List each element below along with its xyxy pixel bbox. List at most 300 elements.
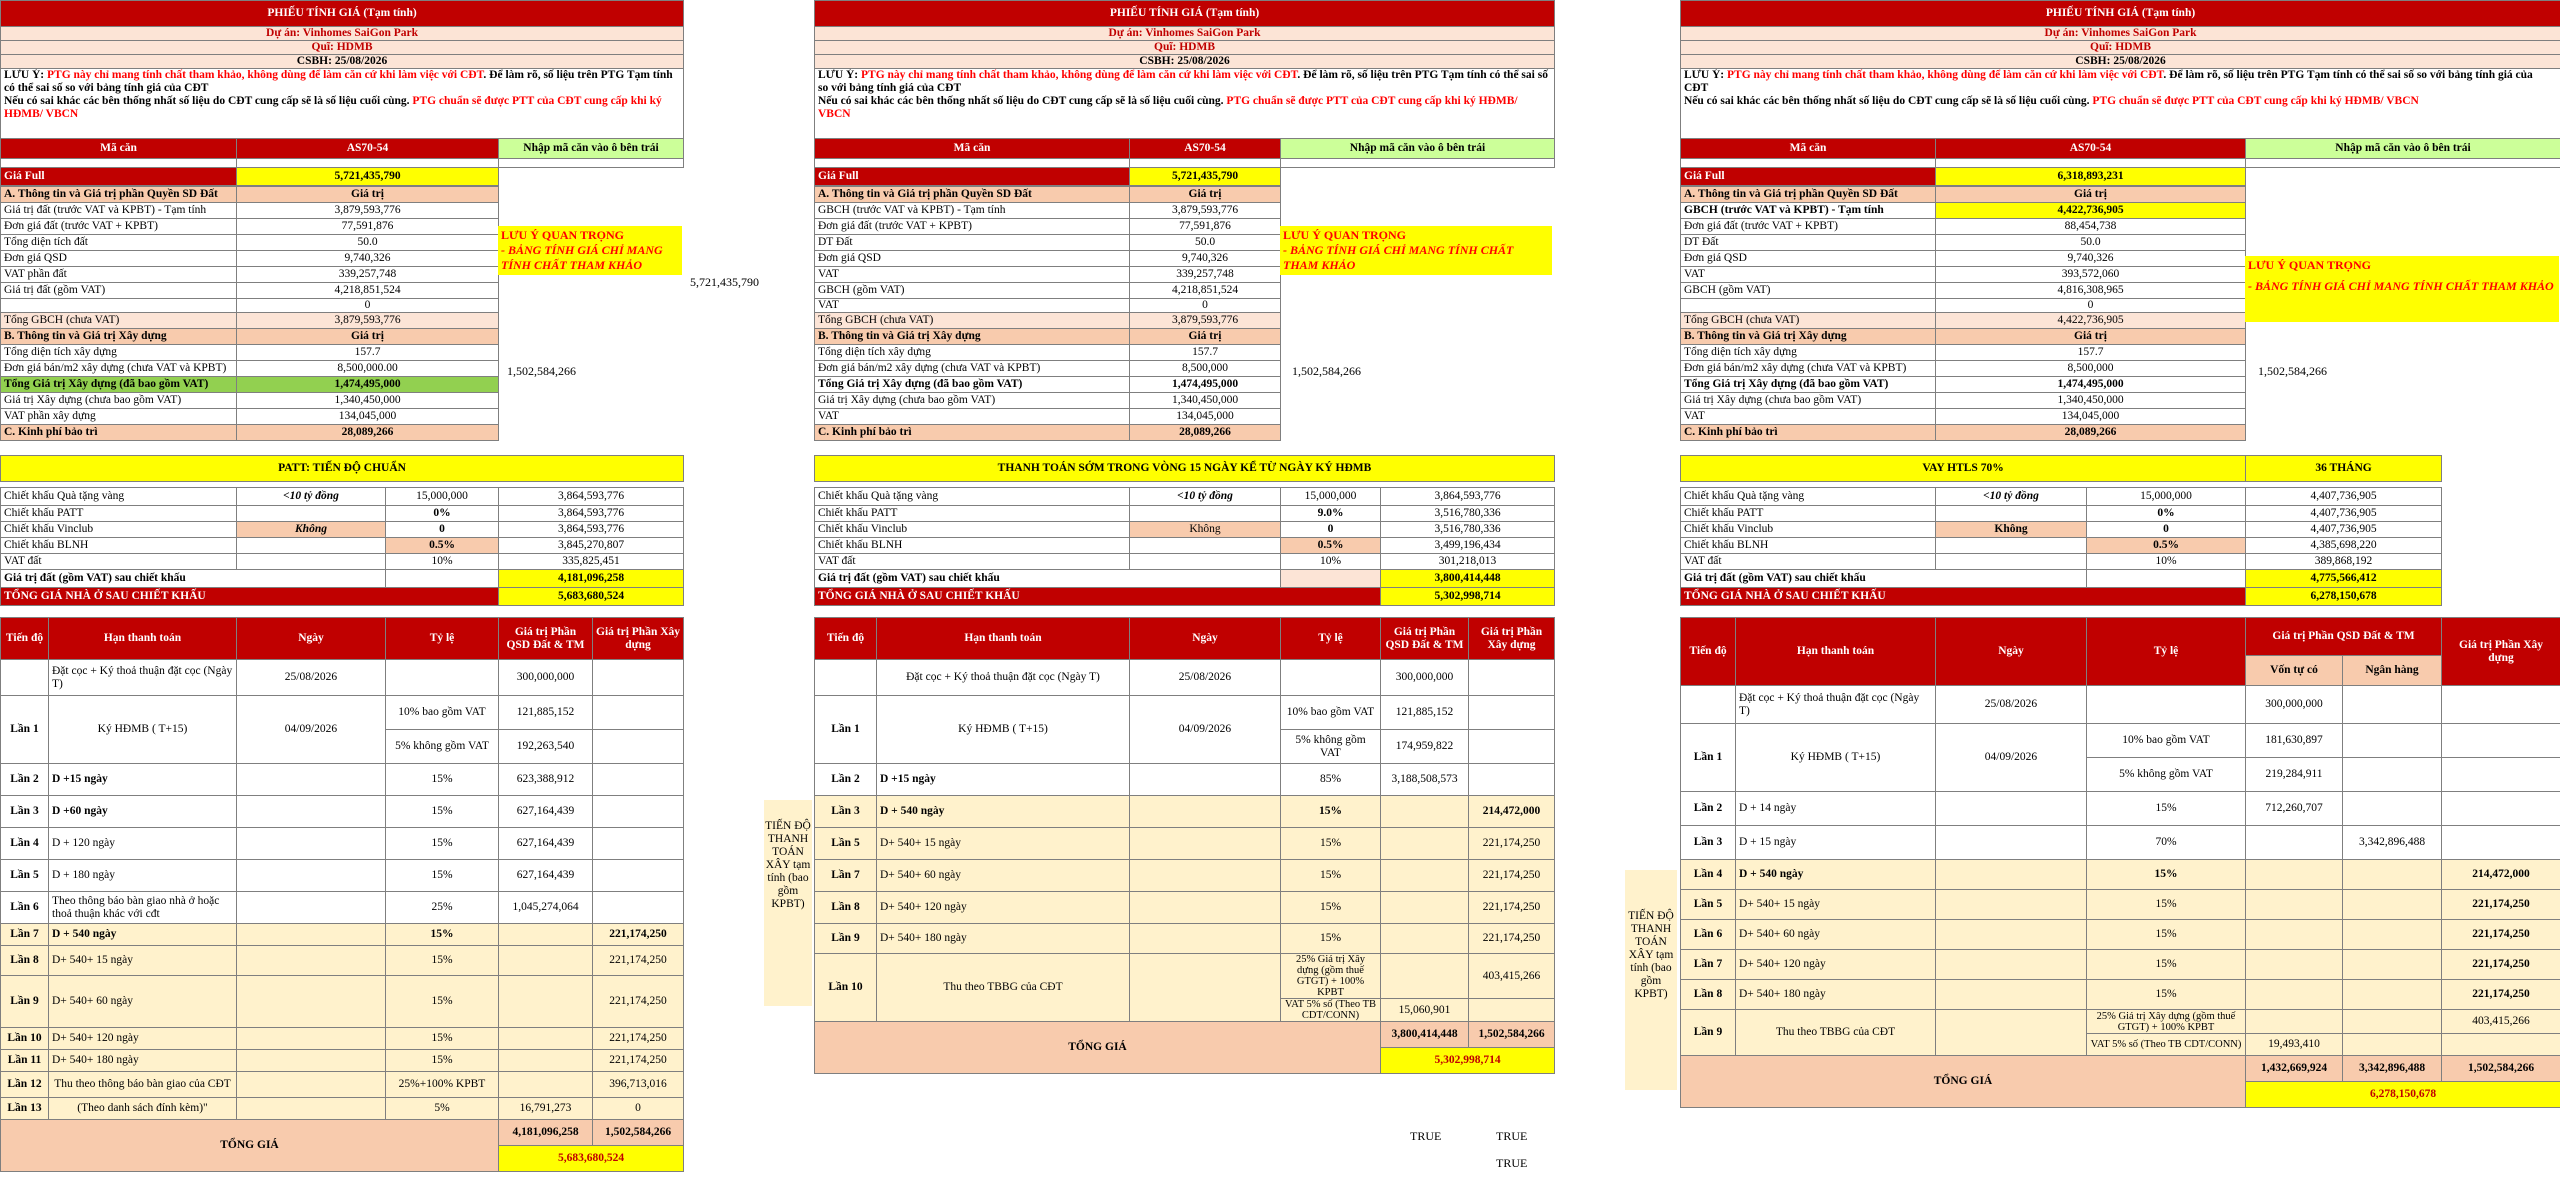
- table-row: [1, 1072, 684, 1098]
- cell: 15%: [386, 1050, 499, 1072]
- unit-code-input[interactable]: AS70-54: [1130, 139, 1281, 159]
- col-head: Giá trị Phần Xây dựng: [1469, 618, 1555, 660]
- row-value: 134,045,000: [1130, 409, 1281, 425]
- cell: 25%: [386, 892, 499, 924]
- cell: Lần 7: [815, 860, 877, 892]
- cell: 221,174,250: [1469, 828, 1555, 860]
- total-after-label: TỔNG GIÁ NHÀ Ở SAU CHIẾT KHẤU: [1681, 587, 2246, 605]
- row-label: Giá trị đất (gồm VAT): [1, 283, 237, 299]
- fund-name: Quĩ: HDMB: [815, 41, 1555, 55]
- row-value: 77,591,876: [237, 219, 499, 235]
- table-row: [815, 924, 1555, 954]
- section-b-title: B. Thông tin và Giá trị Xây dựng: [815, 329, 1130, 345]
- discount-rate: 15,000,000: [386, 487, 499, 505]
- cell: 627,164,439: [499, 860, 593, 892]
- cell: [2343, 1034, 2442, 1056]
- row-label: [1681, 299, 1936, 313]
- unit-code-label: Mã căn: [1681, 139, 1936, 159]
- row-value: 1,474,495,000: [237, 377, 499, 393]
- cell: VAT 5% số (Theo TB CDT/CONN): [1281, 999, 1381, 1022]
- cell: [237, 860, 386, 892]
- discount-result: 301,218,013: [1381, 553, 1555, 569]
- cell: Lần 13: [1, 1098, 49, 1120]
- table-row: [815, 764, 1555, 796]
- row-label: Giá trị Xây dựng (chưa bao gồm VAT): [1, 393, 237, 409]
- discount-rate: 15,000,000: [1281, 487, 1381, 505]
- cell: [2442, 758, 2560, 792]
- discount-cond[interactable]: Không: [1936, 521, 2087, 537]
- discount-label: Chiết khấu PATT: [1681, 505, 1936, 521]
- cell: Thu theo thông báo bàn giao của CĐT: [49, 1072, 237, 1098]
- total-build: 1,502,584,266: [1469, 1022, 1555, 1048]
- discount-rate: 0: [2087, 521, 2246, 537]
- cell: [1469, 764, 1555, 796]
- cell: Lần 5: [1, 860, 49, 892]
- row-label: Tổng diện tích xây dựng: [1, 345, 237, 361]
- cell: 214,472,000: [2442, 860, 2560, 890]
- maintenance-label: C. Kinh phí bảo trì: [815, 425, 1130, 441]
- cell: 221,174,250: [2442, 890, 2560, 920]
- row-value: 157.7: [237, 345, 499, 361]
- discount-result: 335,825,451: [499, 553, 684, 569]
- cell: [1130, 954, 1281, 1022]
- discount-result: 4,407,736,905: [2246, 487, 2442, 505]
- discount-label: VAT đất: [1, 553, 237, 569]
- cell: [1936, 826, 2087, 860]
- table-row: [1, 1050, 684, 1072]
- cell: 15%: [2087, 860, 2246, 890]
- section-a-title: A. Thông tin và Giá trị phần Quyền SD Đất: [1, 187, 237, 203]
- row-value: 1,474,495,000: [1936, 377, 2246, 393]
- row-label: Giá trị Xây dựng (chưa bao gồm VAT): [1681, 393, 1936, 409]
- total-after-value: 6,278,150,678: [2246, 587, 2442, 605]
- table-row: [815, 660, 1555, 696]
- cell: Ký HĐMB ( T+15): [877, 696, 1130, 764]
- cell: [2246, 1010, 2343, 1034]
- cell: 221,174,250: [1469, 860, 1555, 892]
- cell: [2343, 920, 2442, 950]
- col-head: Ngày: [237, 618, 386, 660]
- section-b-title: B. Thông tin và Giá trị Xây dựng: [1681, 329, 1936, 345]
- discount-rate[interactable]: 0.5%: [2087, 537, 2246, 553]
- row-label: Tổng Giá trị Xây dựng (đã bao gồm VAT): [815, 377, 1130, 393]
- total-build: 1,502,584,266: [593, 1120, 684, 1146]
- cell: D+ 540+ 60 ngày: [1736, 920, 1936, 950]
- full-price-label: Giá Full: [1681, 168, 1936, 186]
- cell: [499, 946, 593, 976]
- table-row: [1, 892, 684, 924]
- cell: [499, 1028, 593, 1050]
- policy-date: CSBH: 25/08/2026: [815, 55, 1555, 69]
- col-head: Giá trị Phần QSD Đất & TM: [499, 618, 593, 660]
- table-row: [1681, 792, 2560, 826]
- cell: 15,060,901: [1381, 999, 1469, 1022]
- maintenance-value: 28,089,266: [1130, 425, 1281, 441]
- maintenance-value: 28,089,266: [1936, 425, 2246, 441]
- cell: 221,174,250: [2442, 980, 2560, 1010]
- cell: D+ 540+ 120 ngày: [1736, 950, 1936, 980]
- cell: Lần 6: [1681, 920, 1736, 950]
- table-row: [815, 892, 1555, 924]
- row-value: 157.7: [1130, 345, 1281, 361]
- cell: Lần 3: [815, 796, 877, 828]
- fund-name: Quĩ: HDMB: [1, 41, 684, 55]
- col-head: Tỷ lệ: [386, 618, 499, 660]
- discount-rate[interactable]: 0.5%: [1281, 537, 1381, 553]
- cell: Lần 3: [1, 796, 49, 828]
- cell: 627,164,439: [499, 828, 593, 860]
- row-value: 4,422,736,905: [1936, 313, 2246, 329]
- discount-label: Chiết khấu PATT: [1, 505, 237, 521]
- cell: [1469, 730, 1555, 764]
- cell: 221,174,250: [593, 924, 684, 946]
- cell: [499, 976, 593, 1028]
- table-row: [815, 796, 1555, 828]
- cell: 85%: [1281, 764, 1381, 796]
- section-a-col: Giá trị: [1130, 187, 1281, 203]
- discount-result: 4,407,736,905: [2246, 505, 2442, 521]
- cell: [1, 660, 49, 696]
- row-value: 9,740,326: [1130, 251, 1281, 267]
- land-after-label: Giá trị đất (gồm VAT) sau chiết khấu: [1, 569, 386, 587]
- cell: D + 540 ngày: [1736, 860, 1936, 890]
- col-head: Hạn thanh toán: [1736, 618, 1936, 686]
- cell: Ký HĐMB ( T+15): [1736, 724, 1936, 792]
- row-value: 8,500,000: [1936, 361, 2246, 377]
- cell: D + 540 ngày: [877, 796, 1130, 828]
- cell: [593, 860, 684, 892]
- cell: 15%: [1281, 860, 1381, 892]
- cell: Lần 1: [1681, 724, 1736, 792]
- cell: [2442, 1034, 2560, 1056]
- cell: 221,174,250: [2442, 920, 2560, 950]
- row-label: VAT phần xây dựng: [1, 409, 237, 425]
- row-value: 1,340,450,000: [237, 393, 499, 409]
- discount-label: Chiết khấu PATT: [815, 505, 1130, 521]
- total-after-value: 5,302,998,714: [1381, 587, 1555, 605]
- input-hint: Nhập mã căn vào ô bên trái: [499, 139, 684, 159]
- row-value: 3,879,593,776: [1130, 203, 1281, 219]
- section-a-col: Giá trị: [1936, 187, 2246, 203]
- cell: [593, 796, 684, 828]
- section-b-col: Giá trị: [1130, 329, 1281, 345]
- col-head: Giá trị Phần Xây dựng: [593, 618, 684, 660]
- cell: Lần 9: [815, 924, 877, 954]
- cell: [386, 660, 499, 696]
- discount-result: 3,499,196,434: [1381, 537, 1555, 553]
- discount-cond: [1936, 553, 2087, 569]
- discount-result: 3,845,270,807: [499, 537, 684, 553]
- cell: Đặt cọc + Ký thoả thuận đặt cọc (Ngày T): [1736, 686, 1936, 724]
- unit-code-input[interactable]: AS70-54: [1936, 139, 2246, 159]
- cell: [237, 1028, 386, 1050]
- discount-result: 389,868,192: [2246, 553, 2442, 569]
- cell: D+ 540+ 60 ngày: [877, 860, 1130, 892]
- cell: [593, 828, 684, 860]
- cell: [1936, 890, 2087, 920]
- cell: 221,174,250: [1469, 892, 1555, 924]
- row-label: Đơn giá bán/m2 xây dựng (chưa VAT và KPBT): [815, 361, 1130, 377]
- cell: [2246, 920, 2343, 950]
- row-value: 134,045,000: [237, 409, 499, 425]
- cell: Lần 4: [1681, 860, 1736, 890]
- cell: 15%: [386, 1028, 499, 1050]
- col-head-self-funded: Vốn tự có: [2246, 656, 2343, 686]
- cell: VAT 5% số (Theo TB CDT/CONN): [2087, 1034, 2246, 1056]
- cell: 10% bao gồm VAT: [386, 696, 499, 730]
- row-value: 9,740,326: [1936, 251, 2246, 267]
- total-after-label: TỔNG GIÁ NHÀ Ở SAU CHIẾT KHẤU: [1, 587, 499, 605]
- discount-rate: 0%: [2087, 505, 2246, 521]
- land-after-value: 4,775,566,412: [2246, 569, 2442, 587]
- cell: [815, 660, 877, 696]
- payment-method: PATT: TIẾN ĐỘ CHUẨN: [1, 455, 684, 481]
- cell: Lần 8: [815, 892, 877, 924]
- row-label: GBCH (trước VAT và KPBT) - Tạm tính: [815, 203, 1130, 219]
- discount-result: 4,385,698,220: [2246, 537, 2442, 553]
- col-head: Ngày: [1130, 618, 1281, 660]
- cell: [1130, 892, 1281, 924]
- discount-result: 3,864,593,776: [499, 521, 684, 537]
- total-label: TỔNG GIÁ: [815, 1022, 1381, 1074]
- row-label: DT Đất: [1681, 235, 1936, 251]
- row-value: 3,879,593,776: [237, 313, 499, 329]
- cell: [1381, 860, 1469, 892]
- table-row: [1681, 1010, 2560, 1034]
- cell: 10% bao gồm VAT: [2087, 724, 2246, 758]
- row-label: DT Đất: [815, 235, 1130, 251]
- row-value: 3,879,593,776: [237, 203, 499, 219]
- cell: [1130, 860, 1281, 892]
- discount-table: [814, 455, 1555, 618]
- cell: [237, 828, 386, 860]
- cell: 16,791,273: [499, 1098, 593, 1120]
- discount-label: Chiết khấu Quà tặng vàng: [1, 487, 237, 505]
- cell: [1130, 828, 1281, 860]
- cell: 221,174,250: [2442, 950, 2560, 980]
- cell: D+ 540+ 15 ngày: [877, 828, 1130, 860]
- row-value: 50.0: [237, 235, 499, 251]
- fund-name: Quĩ: HDMB: [1681, 41, 2560, 55]
- row-value: 339,257,748: [1130, 267, 1281, 283]
- cell: Theo thông báo bàn giao nhà ở hoặc thoả thuận khác với cđt: [49, 892, 237, 924]
- col-head: Tiến độ: [815, 618, 877, 660]
- full-price-label: Giá Full: [815, 168, 1130, 186]
- loan-term: 36 THÁNG: [2246, 455, 2442, 481]
- table-row: [1681, 826, 2560, 860]
- cell: 221,174,250: [593, 946, 684, 976]
- row-label: VAT: [1681, 409, 1936, 425]
- cell: 219,284,911: [2246, 758, 2343, 792]
- table-row: [1, 946, 684, 976]
- discount-rate: 0: [1281, 521, 1381, 537]
- cell: 10% bao gồm VAT: [1281, 696, 1381, 730]
- cell: 15%: [2087, 980, 2246, 1010]
- cell: [1130, 924, 1281, 954]
- total-bank: 3,342,896,488: [2343, 1056, 2442, 1082]
- row-label: Tổng GBCH (chưa VAT): [1, 313, 237, 329]
- discount-label: VAT đất: [1681, 553, 1936, 569]
- cell: [2343, 950, 2442, 980]
- unit-code-label: Mã căn: [815, 139, 1130, 159]
- discount-cond: [237, 553, 386, 569]
- cell: [1130, 796, 1281, 828]
- panel-2-header: [814, 0, 1555, 186]
- cell: 214,472,000: [1469, 796, 1555, 828]
- cell: [2343, 860, 2442, 890]
- table-row: [1, 924, 684, 946]
- cell: Lần 10: [1, 1028, 49, 1050]
- discount-label: Chiết khấu Quà tặng vàng: [815, 487, 1130, 505]
- important-warning: LƯU Ý QUAN TRỌNG - BẢNG TÍNH GIÁ CHỈ MANG TÍNH CHẤT THAM KHẢO: [498, 226, 682, 275]
- cell: 627,164,439: [499, 796, 593, 828]
- cell: 121,885,152: [1381, 696, 1469, 730]
- table-row: [1, 1028, 684, 1050]
- cell: [1381, 892, 1469, 924]
- cell: Lần 7: [1681, 950, 1736, 980]
- discount-rate: 0: [386, 521, 499, 537]
- full-price-value: 5,721,435,790: [237, 168, 499, 186]
- payment-method: VAY HTLS 70%: [1681, 455, 2246, 481]
- row-label: Giá trị đất (trước VAT và KPBT) - Tạm tính: [1, 203, 237, 219]
- discount-result: 3,864,593,776: [499, 487, 684, 505]
- col-head: Giá trị Phần Xây dựng: [2442, 618, 2560, 686]
- cell: [1936, 980, 2087, 1010]
- cell: 396,713,016: [593, 1072, 684, 1098]
- cell: D +60 ngày: [49, 796, 237, 828]
- cell: [499, 1072, 593, 1098]
- cell: 15%: [386, 860, 499, 892]
- row-label: VAT: [1681, 267, 1936, 283]
- cell: Lần 4: [1, 828, 49, 860]
- table-row: [1681, 890, 2560, 920]
- row-value: 3,879,593,776: [1130, 313, 1281, 329]
- row-value: 134,045,000: [1936, 409, 2246, 425]
- grand-total: 6,278,150,678: [2246, 1082, 2560, 1108]
- cell: D+ 540+ 120 ngày: [49, 1028, 237, 1050]
- row-label: Đơn giá đất (trước VAT + KPBT): [1681, 219, 1936, 235]
- important-warning: LƯU Ý QUAN TRỌNG - BẢNG TÍNH GIÁ CHỈ MANG TÍNH CHẤT THAM KHẢO: [2245, 256, 2559, 322]
- cell: [1381, 828, 1469, 860]
- discount-cond[interactable]: Không: [237, 521, 386, 537]
- table-row: [1681, 980, 2560, 1010]
- table-row: [1681, 950, 2560, 980]
- cell: 15%: [386, 924, 499, 946]
- cell: 15%: [2087, 792, 2246, 826]
- row-value: 4,422,736,905: [1936, 203, 2246, 219]
- cell: D +15 ngày: [877, 764, 1130, 796]
- row-value: 4,218,851,524: [1130, 283, 1281, 299]
- cell: 15%: [2087, 950, 2246, 980]
- row-label: VAT: [815, 267, 1130, 283]
- table-row: [1, 976, 684, 1028]
- full-price-value: 5,721,435,790: [1130, 168, 1281, 186]
- table-row: [1, 796, 684, 828]
- cell: [499, 1050, 593, 1072]
- col-head: Tiến độ: [1, 618, 49, 660]
- cell: 15%: [2087, 920, 2246, 950]
- discount-rate[interactable]: 0.5%: [386, 537, 499, 553]
- build-side-total: 1,502,584,266: [1292, 364, 1361, 378]
- row-label: [1, 299, 237, 313]
- true-flag: TRUE: [1496, 1156, 1528, 1170]
- full-price-value: 6,318,893,231: [1936, 168, 2246, 186]
- row-value: 393,572,060: [1936, 267, 2246, 283]
- discount-cond[interactable]: Không: [1130, 521, 1281, 537]
- discount-cond: [237, 537, 386, 553]
- discount-label: Chiết khấu Vinclub: [815, 521, 1130, 537]
- cell: 403,415,266: [2442, 1010, 2560, 1034]
- input-hint: Nhập mã căn vào ô bên trái: [2246, 139, 2560, 159]
- col-head: Giá trị Phần QSD Đất & TM: [1381, 618, 1469, 660]
- cell: Lần 2: [815, 764, 877, 796]
- cell: Lần 6: [1, 892, 49, 924]
- cell: D +15 ngày: [49, 764, 237, 796]
- notice: LƯU Ý: PTG này chỉ mang tính chất tham khảo, không dùng để làm căn cứ khi làm việc với CĐT. Để làm rõ, số liệu trên PTG Tạm tính có thể sai số so với bảng tính giá của CĐT Nếu có sai khác các bên thống nhất số liệu do CĐT cung cấp sẽ là số liệu cuối cùng. PTG chuẩn sẽ được PTT của CĐT cung cấp khi ký HĐMB/ VBCN: [815, 69, 1555, 139]
- cell: 15%: [386, 828, 499, 860]
- cell: 300,000,000: [499, 660, 593, 696]
- table-row: [1, 1098, 684, 1120]
- section-b-title: B. Thông tin và Giá trị Xây dựng: [1, 329, 237, 345]
- row-label: Tổng GBCH (chưa VAT): [1681, 313, 1936, 329]
- cell: 25/08/2026: [237, 660, 386, 696]
- row-label: Đơn giá bán/m2 xây dựng (chưa VAT và KPBT): [1, 361, 237, 377]
- discount-cond: [1936, 505, 2087, 521]
- unit-code-input[interactable]: AS70-54: [237, 139, 499, 159]
- policy-date: CSBH: 25/08/2026: [1, 55, 684, 69]
- cell: 221,174,250: [593, 1028, 684, 1050]
- discount-rate: 15,000,000: [2087, 487, 2246, 505]
- cell: [237, 1050, 386, 1072]
- row-label: Đơn giá bán/m2 xây dựng (chưa VAT và KPBT): [1681, 361, 1936, 377]
- cell: 15%: [1281, 924, 1381, 954]
- schedule-table: [0, 617, 684, 1172]
- cell: 25%+100% KPBT: [386, 1072, 499, 1098]
- cell: D+ 540+ 60 ngày: [49, 976, 237, 1028]
- cell: Lần 2: [1, 764, 49, 796]
- cell: 04/09/2026: [1130, 696, 1281, 764]
- cell: [237, 764, 386, 796]
- cell: [2246, 890, 2343, 920]
- cell: D+ 540+ 180 ngày: [1736, 980, 1936, 1010]
- discount-cond: [1936, 537, 2087, 553]
- discount-result: 3,516,780,336: [1381, 521, 1555, 537]
- cell: 3,342,896,488: [2343, 826, 2442, 860]
- row-value: 77,591,876: [1130, 219, 1281, 235]
- cell: D + 540 ngày: [49, 924, 237, 946]
- row-label: Đơn giá QSD: [1681, 251, 1936, 267]
- table-row: [1, 764, 684, 796]
- discount-cond: [1130, 553, 1281, 569]
- discount-label: Chiết khấu BLNH: [1681, 537, 1936, 553]
- cell: [2246, 860, 2343, 890]
- cell: [2442, 826, 2560, 860]
- discount-cond: [237, 505, 386, 521]
- row-value: 339,257,748: [237, 267, 499, 283]
- discount-label: Chiết khấu Vinclub: [1681, 521, 1936, 537]
- discount-result: 4,407,736,905: [2246, 521, 2442, 537]
- cell: 403,415,266: [1469, 954, 1555, 999]
- discount-result: 3,516,780,336: [1381, 505, 1555, 521]
- cell: [2246, 980, 2343, 1010]
- panel-3-header: [1680, 0, 2560, 186]
- cell: Lần 5: [1681, 890, 1736, 920]
- cell: Lần 8: [1, 946, 49, 976]
- cell: 15%: [386, 796, 499, 828]
- cell: Lần 3: [1681, 826, 1736, 860]
- row-label: GBCH (gồm VAT): [815, 283, 1130, 299]
- table-row: [1, 696, 684, 730]
